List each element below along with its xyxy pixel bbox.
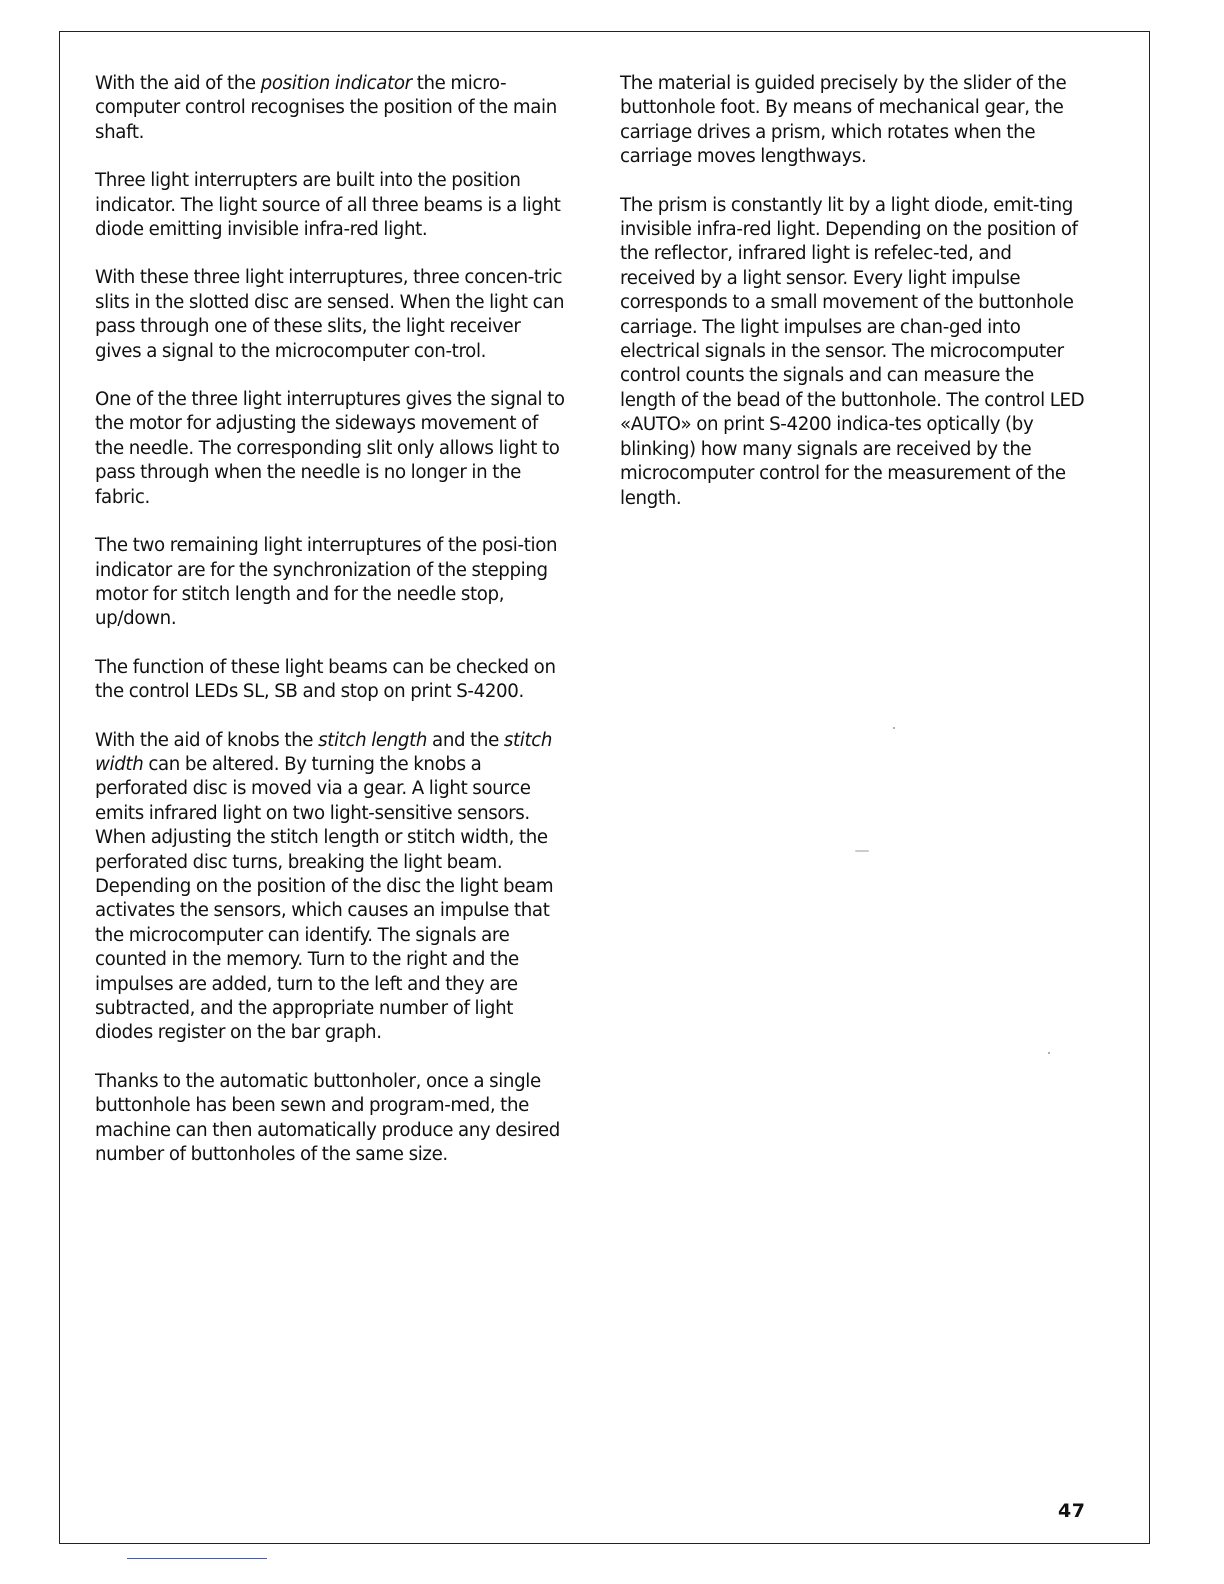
scan-speck	[1048, 1052, 1050, 1054]
scan-speck	[855, 850, 869, 852]
paragraph-light-interrupters: Three light interrupters are built into the position indicator. The light source of all three beams is a light diode emitting invisible infra-red light.	[95, 170, 561, 241]
paragraph-automatic-buttonholer: Thanks to the automatic buttonholer, once a single buttonhole has been sewn and program-med, the machine can then automatically produce any desired number of buttonholes of the same size.	[95, 1070, 560, 1166]
scan-speck	[893, 727, 895, 729]
paragraph-control-leds: The function of these light beams can be checked on the control LEDs SL, SB and stop on print S-4200.	[95, 656, 556, 703]
bottom-rule	[127, 1558, 267, 1559]
paragraph-stitch-knobs: With the aid of knobs the stitch length and the stitch width can be altered. By turning the knobs a perforated disc is moved via a gear. A light source emits infrared light on two light-sensitive sensors. When adjusting the stitch length or stitch width, the perforated disc turns, breaking the light beam. Depending on the position of the disc the light beam activates the sensors, which causes an impulse that the microcomputer can identify. The signals are counted in the memory. Turn to the right and the impulses are added, turn to the left and they are subtracted, and the appropriate number of light diodes register on the bar graph.	[95, 729, 554, 1044]
paragraph-position-indicator: With the aid of the position indicator the micro-computer control recognises the position of the main shaft.	[95, 73, 557, 143]
page-number: 47	[1058, 1500, 1086, 1522]
right-column	[620, 72, 1090, 535]
paragraph-needle-sideways: One of the three light interruptures gives the signal to the motor for adjusting the sideways movement of the needle. The corresponding slit only allows light to pass through when the needle is no longer in the fabric.	[95, 389, 565, 508]
paragraph-prism-light: The prism is constantly lit by a light diode, emit-ting invisible infra-red light. Depending on the position of the reflector, infrared light is refelec-ted, and received by a light sensor. Every light impulse corresponds to a small movement of the buttonhole carriage. The light impulses are chan-ged into electrical signals in the sensor. The microcomputer control counts the signals and can measure the length of the bead of the buttonhole. The control LED «AUTO» on print S-4200 indica-tes optically (by blinking) how many signals are received by the microcomputer control for the measurement of the length.	[620, 194, 1085, 509]
paragraph-buttonhole-foot: The material is guided precisely by the slider of the buttonhole foot. By means of mechanical gear, the carriage drives a prism, which rotates when the carriage moves lengthways.	[620, 73, 1067, 168]
left-column	[95, 72, 570, 1191]
paragraph-concentric-slits: With these three light interruptures, three concen-tric slits in the slotted disc are sensed. When the light can pass through one of these slits, the light receiver gives a signal to the microcomputer con-trol.	[95, 267, 565, 362]
paragraph-remaining-interruptures: The two remaining light interruptures of the posi-tion indicator are for the synchronization of the stepping motor for stitch length and for the needle stop, up/down.	[95, 535, 558, 630]
